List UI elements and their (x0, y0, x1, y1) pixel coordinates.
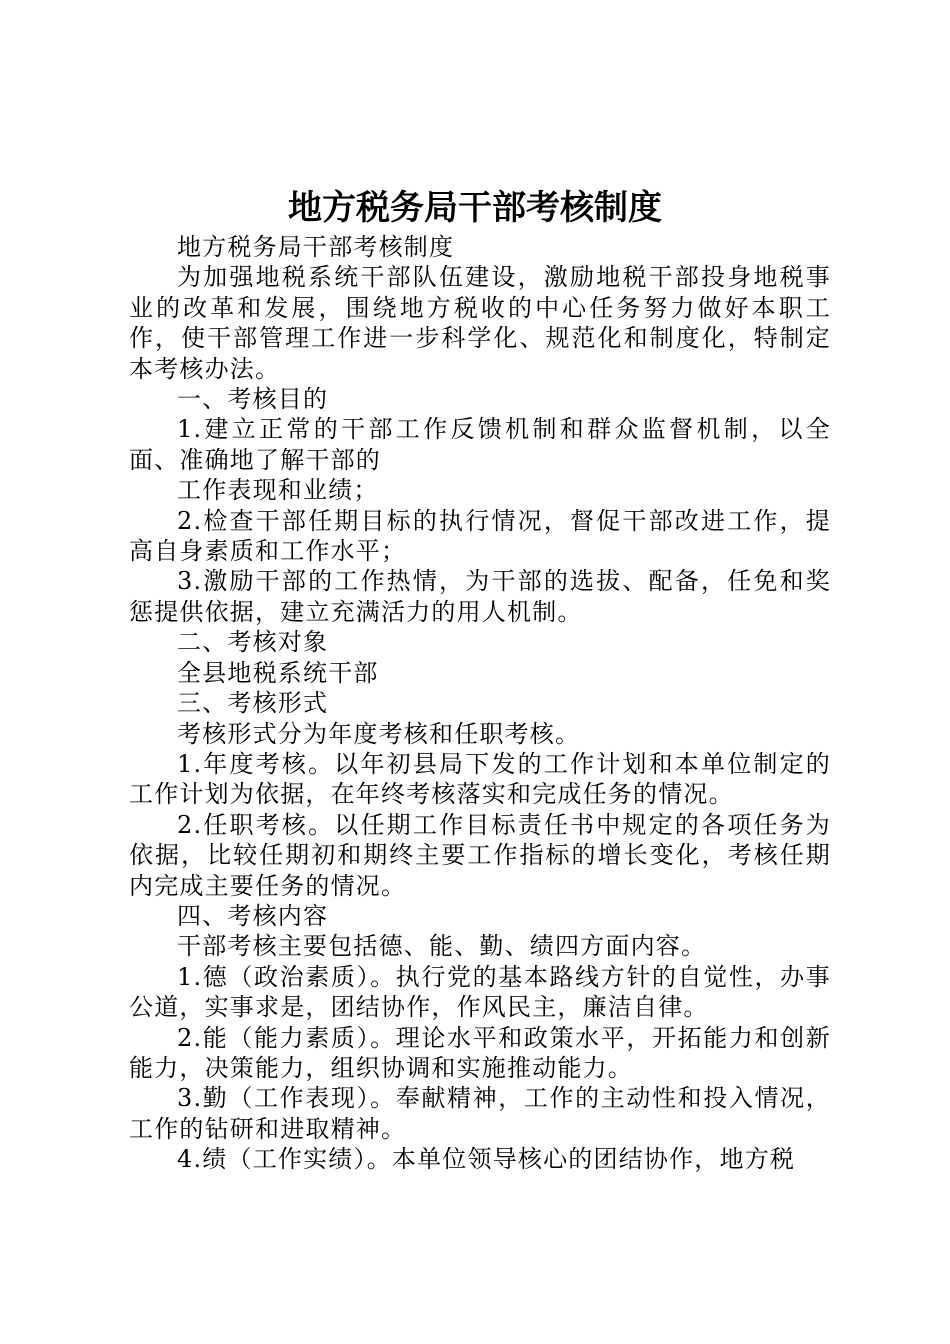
paragraph: 考核形式分为年度考核和任职考核。 (177, 719, 581, 748)
paragraph: 4.绩（工作实绩）。本单位领导核心的团结协作，地方税 (177, 1145, 796, 1174)
paragraph: 2.任职考核。以任期工作目标责任书中规定的各项任务为依据，比较任期初和期终主要工作指标的增长变化，考核任期内完成主要任务的情况。 (129, 810, 831, 900)
paragraph: 1.建立正常的干部工作反馈机制和群众监督机制，以全面、准确地了解干部的 (129, 415, 831, 474)
paragraph: 3.激励干部的工作热情，为干部的选拔、配备，任免和奖惩提供依据，建立充满活力的用人机制。 (129, 567, 831, 626)
paragraph: 3.勤（工作表现）。奉献精神，工作的主动性和投入情况，工作的钻研和进取精神。 (129, 1084, 831, 1143)
section-heading: 二、考核对象 (177, 628, 329, 657)
document-title: 地方税务局干部考核制度 (288, 188, 662, 228)
paragraph: 为加强地税系统干部队伍建设，激励地税干部投身地税事业的改革和发展，围绕地方税收的中心任务努力做好本职工作，使干部管理工作进一步科学化、规范化和制度化，特制定本考核办法。 (129, 263, 831, 383)
paragraph: 全县地税系统干部 (177, 658, 379, 687)
paragraph: 地方税务局干部考核制度 (177, 233, 455, 261)
paragraph: 工作表现和业绩； (177, 476, 379, 505)
paragraph: 干部考核主要包括德、能、勤、绩四方面内容。 (177, 932, 707, 961)
section-heading: 一、考核目的 (177, 385, 329, 414)
paragraph: 1.德（政治素质）。执行党的基本路线方针的自觉性，办事公道，实事求是，团结协作，作风民主，廉洁自律。 (129, 962, 831, 1022)
document-body (129, 232, 831, 1175)
paragraph: 2.能（能力素质）。理论水平和政策水平，开拓能力和创新能力，决策能力，组织协调和实施推动能力。 (129, 1023, 831, 1082)
paragraph: 1.年度考核。以年初县局下发的工作计划和本单位制定的工作计划为依据，在年终考核落实和完成任务的情况。 (129, 749, 831, 809)
paragraph: 2.检查干部任期目标的执行情况，督促干部改进工作，提高自身素质和工作水平； (129, 506, 831, 566)
section-heading: 三、考核形式 (177, 689, 329, 718)
section-heading: 四、考核内容 (177, 901, 329, 930)
